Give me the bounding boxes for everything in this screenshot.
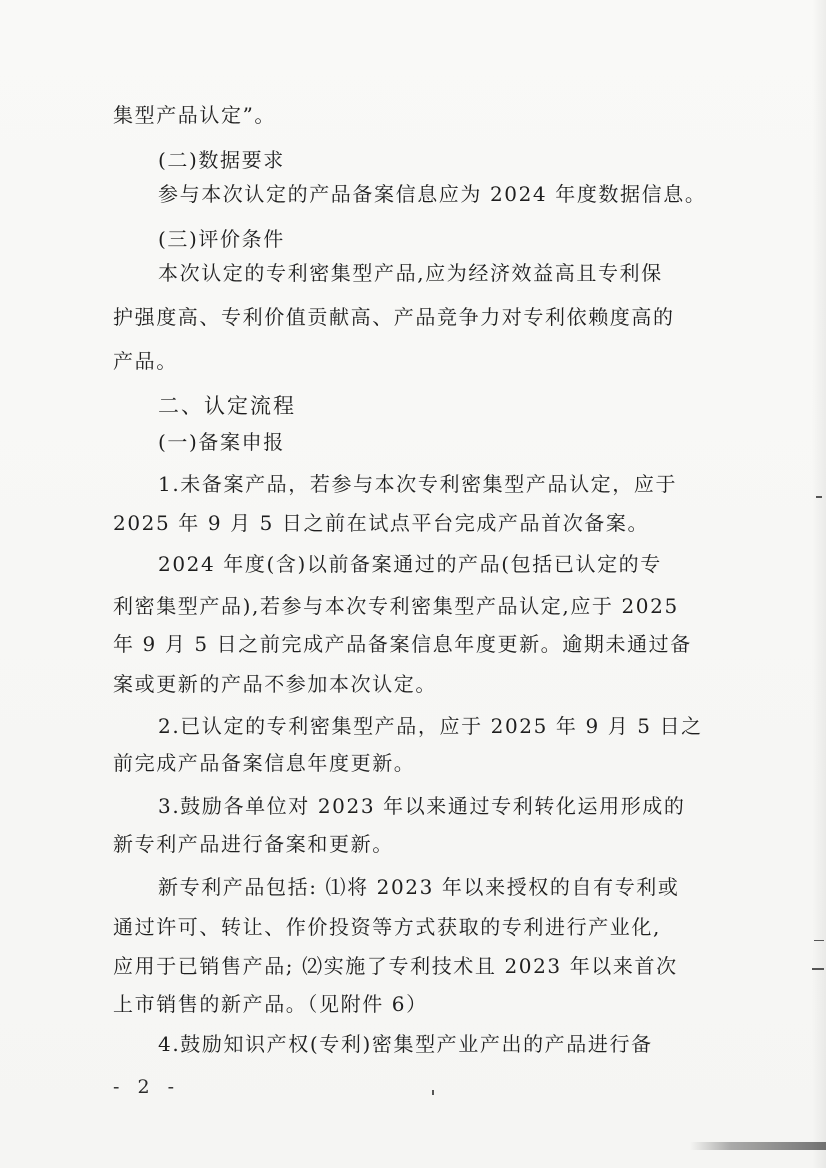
section-heading-certification-process: 二、认定流程 [158,394,296,418]
page-number: - 2 - [113,1076,181,1098]
text-line-11: 2025 年 9 月 5 日之前在试点平台完成产品首次备案。 [113,511,650,535]
text-line-20: 新专利产品包括: ⑴将 2023 年以来授权的自有专利或 [158,875,680,899]
scan-speck [816,496,822,498]
text-line-23: 上市销售的新产品。（见附件 6） [113,992,428,1016]
text-line-16: 2.已认定的专利密集型产品，应于 2025 年 9 月 5 日之 [158,714,703,738]
text-line-7: 产品。 [113,349,178,373]
text-line-10: 1.未备案产品，若参与本次专利密集型产品认定，应于 [158,472,678,496]
scan-speck [812,968,824,970]
text-line-1: 集型产品认定”。 [113,103,277,127]
text-line-19: 新专利产品进行备案和更新。 [113,832,394,856]
text-line-18: 3.鼓励各单位对 2023 年以来通过专利转化运用形成的 [158,794,686,818]
text-line-22: 应用于已销售产品; ⑵实施了专利技术且 2023 年以来首次 [113,954,678,978]
text-line-12: 2024 年度(含)以前备案通过的产品(包括已认定的专 [158,552,662,576]
text-line-14: 年 9 月 5 日之前完成产品备案信息年度更新。逾期未通过备 [113,632,692,656]
text-line-21: 通过许可、转让、作价投资等方式获取的专利进行产业化, [113,915,661,939]
text-line-3: 参与本次认定的产品备案信息应为 2024 年度数据信息。 [158,182,707,206]
scan-speck [814,940,824,941]
scan-speck [432,1090,434,1095]
text-line-15: 案或更新的产品不参加本次认定。 [113,672,437,696]
scan-bottom-strip [690,1142,826,1150]
text-line-24: 4.鼓励知识产权(专利)密集型产业产出的产品进行备 [158,1032,653,1056]
text-line-13: 利密集型产品),若参与本次专利密集型产品认定,应于 2025 [113,594,679,618]
section-heading-data-requirements: (二)数据要求 [158,148,285,172]
text-line-5: 本次认定的专利密集型产品,应为经济效益高且专利保 [158,261,663,285]
scan-edge-shadow [812,0,826,1168]
text-line-17: 前完成产品备案信息年度更新。 [113,751,416,775]
text-line-6: 护强度高、专利价值贡献高、产品竞争力对专利依赖度高的 [113,305,675,329]
section-heading-evaluation-conditions: (三)评价条件 [158,227,285,251]
subsection-heading-filing: (一)备案申报 [158,430,285,454]
